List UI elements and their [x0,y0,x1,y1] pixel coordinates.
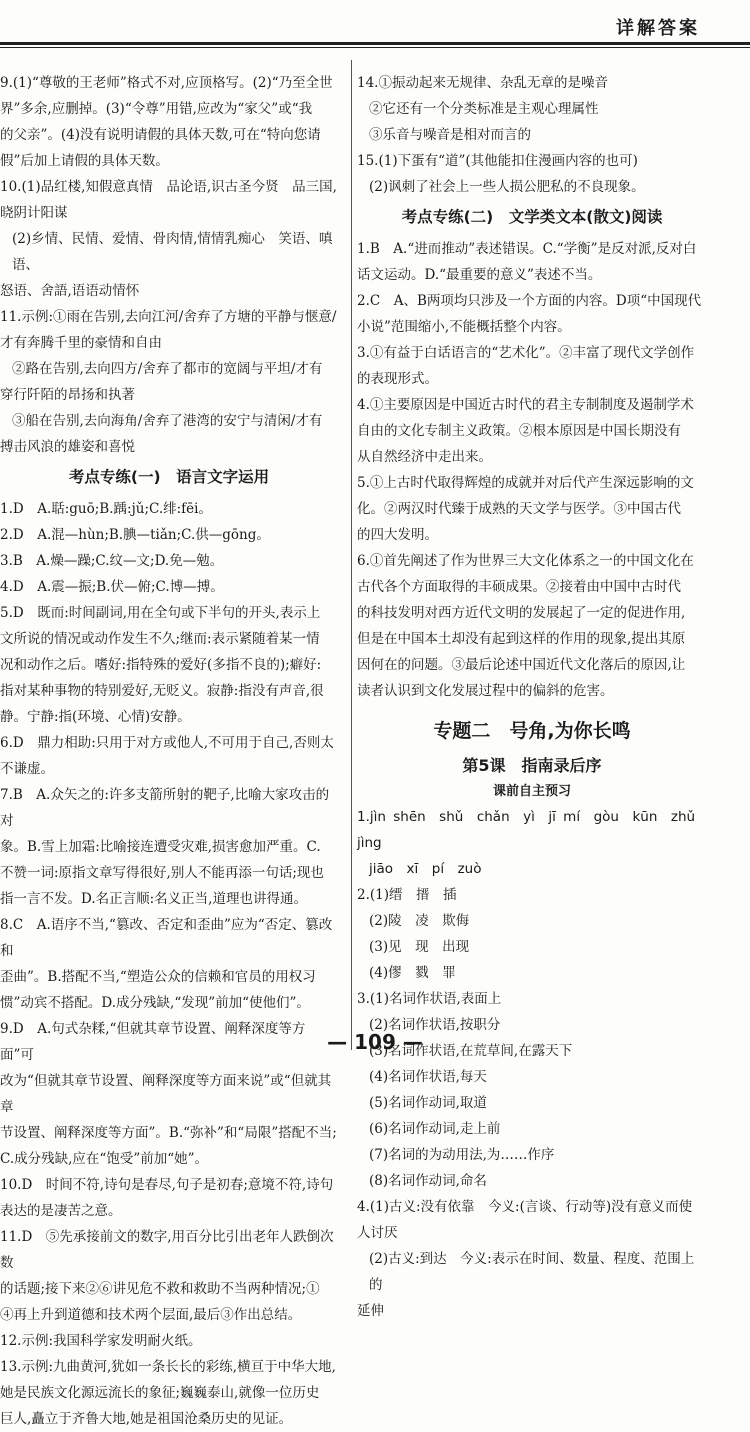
left-column-line: 文所说的情况或动作发生不久;继而:表示紧随着某一情 [0,631,320,647]
left-column-line: 穿行阡陌的昂扬和执著 [0,387,135,403]
right-column-line: 但是在中国本土却没有起到这样的作用的现象,提出其原 [357,631,686,647]
right-column-line: (2)古义:到达 今义:表示在时间、数量、程度、范围上的 [369,1251,695,1293]
left-column-line: 惯”动宾不搭配。D.成分残缺,“发现”前加“使他们”。 [0,995,310,1011]
right-column-line: 2.(1)缙 搢 插 [357,887,457,903]
left-column-line: 12.示例:我国科学家发明耐火纸。 [0,1333,202,1349]
header-rule-thin [0,47,750,48]
left-column-line: 4.D A.震—振;B.伏—俯;C.博—搏。 [0,579,224,595]
left-column-line: 节设置、阐释深度等方面”。B.“弥补”和“局限”搭配不当; [0,1125,337,1141]
left-column-line: 象。B.雪上加霜:比喻接连遭受灾难,损害愈加严重。C. [0,839,321,855]
right-column-line: (2)名词作状语,按职分 [369,1017,501,1033]
right-column-line: 6.①首先阐述了作为世界三大文化体系之一的中国文化在 [357,553,694,569]
right-column-line: (5)名词作动词,取道 [369,1095,487,1111]
left-column-line: (2)乡情、民情、爱情、骨肉情,情情乳痴心 笑语、嗔语、 [12,231,333,273]
left-column-line: 晓阴计阳谋 [0,205,68,221]
left-column-line: 11.D ⑤先承接前文的数字,用百分比引出老年人跌倒次数 [0,1229,334,1271]
left-column-line: 不谦虚。 [0,761,54,777]
right-column-line: 1.jìn shēn shǔ chǎn yì jī mí gòu kūn zhǔ jìng [357,809,709,851]
right-column-line: 的科技发明对西方近代文明的发展起了一定的促进作用, [357,605,686,621]
left-column-line: 指一言不发。D.名正言顺:名义正当,道理也讲得通。 [0,891,307,907]
header-title: 详解答案 [616,18,700,39]
right-column-line: (4)僇 戮 罪 [369,965,456,981]
left-column-line: 她是民族文化源远流长的象征;巍巍泰山,就像一位历史 [0,1385,320,1401]
left-column-line: 的话题;接下来②⑥讲见危不救和救助不当两种情况;① [0,1281,320,1297]
left-column-line: 10.D 时间不符,诗句是春尽,句子是初春;意境不符,诗句 [0,1177,334,1193]
left-column-line: ③船在告别,去向海角/舍弃了港湾的安宁与清闲/才有 [12,413,323,429]
right-column-line: (3)名词作状语,在荒草间,在露天下 [369,1043,573,1059]
left-column-line: 13.示例:九曲黄河,犹如一条长长的彩练,横亘于中华大地, [0,1359,336,1375]
left-column-line: 8.C A.语序不当,“篡改、否定和歪曲”应为“否定、篡改和 [0,917,333,959]
right-column-line: jiāo xī pí zuò [369,861,482,877]
left-column-line: 巨人,矗立于齐鲁大地,她是祖国沧桑历史的见证。 [0,1411,293,1427]
right-column-line: 的表现形式。 [357,371,438,387]
column-divider [351,60,352,1050]
page-number: — 109 — [327,1030,423,1054]
left-column-line: 指对某种事物的特别爱好,无贬义。寂静:指没有声音,很 [0,683,324,699]
left-column [0,70,338,1432]
left-column-line: 2.D A.混—hùn;B.腆—tiǎn;C.供—gōng。 [0,527,270,543]
right-column-line: 4.①主要原因是中国近古时代的君主专制制度及遏制学术 [357,397,694,413]
left-column-line: ②路在告别,去向四方/舍弃了都市的宽阔与平坦/才有 [12,361,323,377]
left-column-line: 7.B A.众矢之的:许多支箭所射的靶子,比喻大家攻击的对 [0,787,330,829]
right-column-line: (8)名词作动词,命名 [369,1173,487,1189]
left-column-line: 不赞一词:原指文章写得很好,别人不能再添一句话;现也 [0,865,324,881]
left-column-line: 况和动作之后。嗜好:指特殊的爱好(多指不良的);癖好: [0,657,322,673]
left-column-line: C.成分残缺,应在“饱受”前加“她”。 [0,1151,209,1167]
right-column-line: 读者认识到文化发展过程中的偏斜的危害。 [357,683,614,699]
header-rule [0,42,750,45]
right-column-line: 4.(1)古义:没有依靠 今义:(言谈、行动等)没有意义而使 [357,1199,693,1215]
right-column-line: 古代各个方面取得的丰硕成果。②接着由中国中古时代 [357,579,681,595]
right-column-line: (4)名词作状语,每天 [369,1069,487,1085]
left-column-line: 静。宁静:指(环境、心情)安静。 [0,709,191,725]
right-column-line: ③乐音与噪音是相对而言的 [369,127,531,143]
right-column-line: (2)讽刺了社会上一些人损公肥私的不良现象。 [369,179,645,195]
left-column-line: 10.(1)品红楼,知假意真情 品论语,识古圣今贤 品三国, [0,179,337,195]
left-column-line: 界”多余,应删掉。(3)“令尊”用错,应改为“家父”或“我 [0,101,313,117]
subsection-title: 课前自主预习 [492,784,571,799]
left-column-line: 11.示例:①雨在告别,去向江河/舍弃了方塘的平静与惬意/ [0,309,337,325]
right-column-line: 小说”范围缩小,不能概括整个内容。 [357,319,571,335]
left-column-line: 表达的是凄苦之意。 [0,1203,122,1219]
left-column-line: ④再上升到道德和技术两个层面,最后③作出总结。 [0,1307,302,1323]
left-column-line: 的父亲”。(4)没有说明请假的具体天数,可在“特向您请 [0,127,321,143]
left-column-line: 9.(1)“尊敬的王老师”格式不对,应顶格写。(2)“乃至全世 [0,75,333,91]
right-column-line: 5.①上古时代取得辉煌的成就并对后代产生深远影响的文 [357,475,694,491]
right-column-line: 从自然经济中走出来。 [357,449,492,465]
left-column-line: 才有奔腾千里的豪情和自由 [0,335,162,351]
right-column-line: 人讨厌 [357,1225,398,1241]
right-column-line: 3.(1)名词作状语,表面上 [357,991,502,1007]
left-column-line: 搏击风浪的雄姿和喜悦 [0,439,135,455]
right-column-line: 1.B A.“进而推动”表述错误。C.“学衡”是反对派,反对白 [357,241,697,257]
left-column-line: 5.D 既而:时间副词,用在全句或下半句的开头,表示上 [0,605,321,621]
lesson-title: 第5课 指南录后序 [462,756,602,775]
right-column-line: 延伸 [357,1303,384,1319]
right-column-line: 因何在的问题。③最后论述中国近代文化落后的原因,让 [357,657,686,673]
right-column-line: 3.①有益于白话语言的“艺术化”。②丰富了现代文学创作 [357,345,695,361]
section-title: 考点专练(一) 语言文字运用 [68,468,270,486]
right-column-line: (7)名词的为动用法,为……作序 [369,1147,555,1163]
right-column-line: 自由的文化专制主义政策。②根本原因是中国长期没有 [357,423,681,439]
right-column-line: 15.(1)下蛋有“道”(其他能扣住漫画内容的也可) [357,153,638,169]
right-column-line: 化。②两汉时代臻于成熟的天文学与医学。③中国古代 [357,501,681,517]
right-column [357,70,707,1324]
left-column-line: 9.D A.句式杂糅,“但就其章节设置、阐释深度等方面”可 [0,1021,306,1063]
right-column-line: ②它还有一个分类标准是主观心理属性 [369,101,599,117]
left-column-line: 6.D 鼎力相助:只用于对方或他人,不可用于自己,否则太 [0,735,334,751]
left-column-line: 歪曲”。B.搭配不当,“塑造公众的信赖和官员的用权习 [0,969,316,985]
left-column-line: 3.B A.燥—躁;C.纹—文;D.免—勉。 [0,553,224,569]
right-column-line: (6)名词作动词,走上前 [369,1121,501,1137]
left-column-line: 怒语、舍語,语语动情怀 [0,283,140,299]
right-column-line: 2.C A、B两项均只涉及一个方面的内容。D项“中国现代 [357,293,702,309]
topic-title: 专题二 号角,为你长鸣 [433,720,631,742]
right-column-line: 的四大发明。 [357,527,438,543]
left-column-line: 1.D A.聒:guō;B.踽:jǔ;C.绯:fēi。 [0,501,212,517]
right-column-line: 14.①振动起来无规律、杂乱无章的是噪音 [357,75,608,91]
right-column-line: (2)陵 凌 欺侮 [369,913,470,929]
right-column-line: (3)见 现 出现 [369,939,470,955]
section-title: 考点专练(二) 文学类文本(散文)阅读 [401,208,663,226]
left-column-line: 假”后加上请假的具体天数。 [0,153,169,169]
right-column-line: 话文运动。D.“最重要的意义”表述不当。 [357,267,602,283]
left-column-line: 改为“但就其章节设置、阐释深度等方面来说”或“但就其章 [0,1073,332,1115]
